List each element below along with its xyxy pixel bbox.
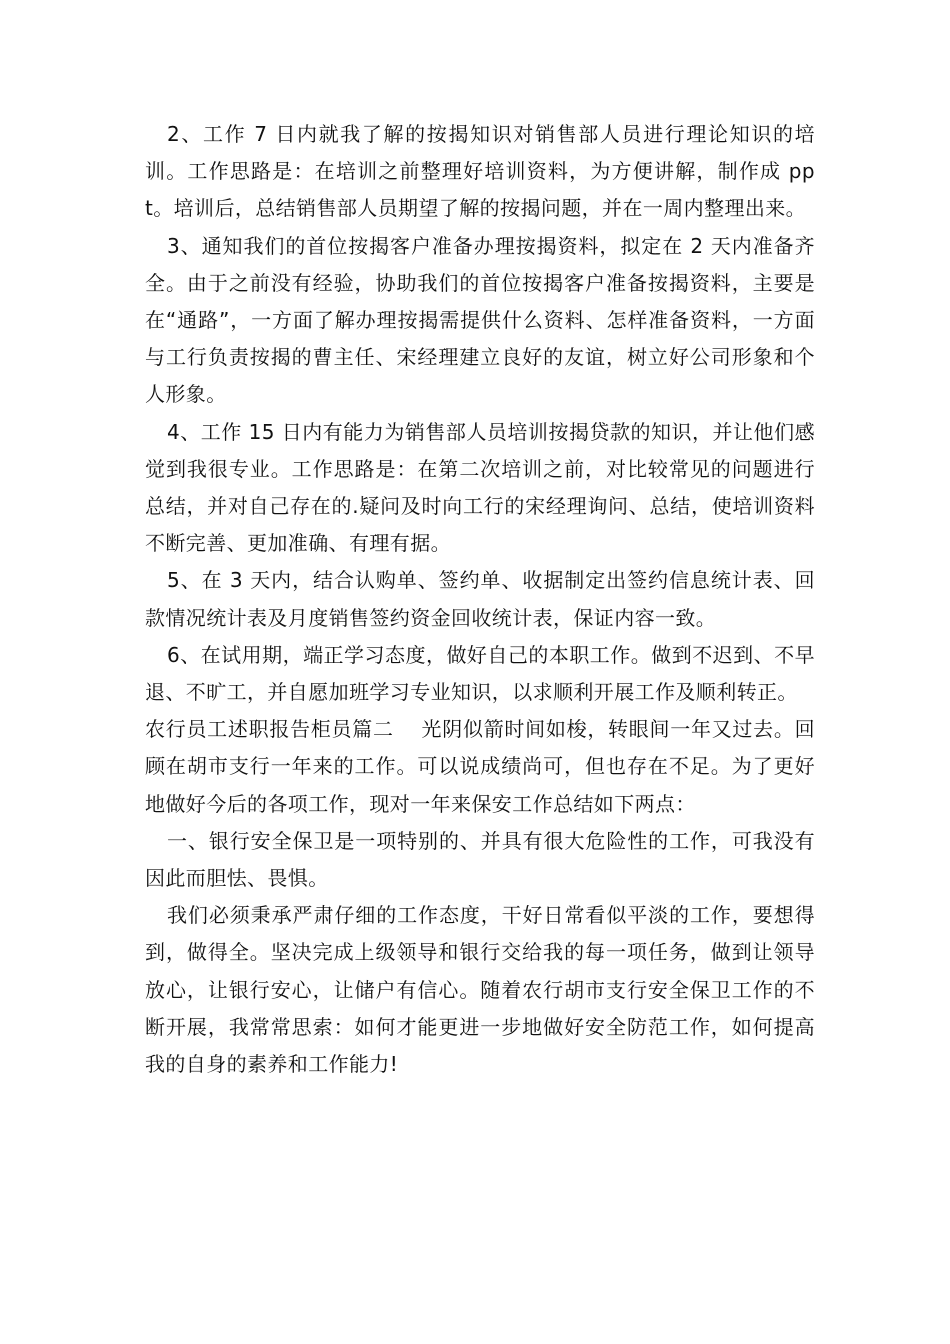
paragraph-item-5: 5、在 3 天内，结合认购单、签约单、收据制定出签约信息统计表、回款情况统计表及月度销售签约资金回收统计表，保证内容一致。 — [145, 568, 815, 630]
paragraph-item-4: 4、工作 15 日内有能力为销售部人员培训按揭贷款的知识，并让他们感觉到我很专业。工作思路是：在第二次培训之前，对比较常见的问题进行总结，并对自己存在的.疑问及时向工行的宋经理询问、总结，使培训资料不断完善、更加准确、有理有据。 — [145, 419, 815, 556]
paragraph-item-6: 6、在试用期，端正学习态度，做好自己的本职工作。做到不迟到、不早退、不旷工，并自愿加班学习专业知识，以求顺利开展工作及顺利转正。 — [145, 642, 815, 705]
section-heading-paragraph: 农行员工述职报告柜员篇二 光阴似箭时间如梭，转眼间一年又过去。回顾在胡市支行一年来的工作。可以说成绩尚可，但也存在不足。为了更好地做好今后的各项工作，现对一年来保安工作总结如下两点： — [145, 717, 815, 816]
paragraph-item-3: 3、通知我们的首位按揭客户准备办理按揭资料，拟定在 2 天内准备齐全。由于之前没有经验，协助我们的首位按揭客户准备按揭资料，主要是在“通路”，一方面了解办理按揭需提供什么资料、怎样准备资料，一方面与工行负责按揭的曹主任、宋经理建立良好的友谊，树立好公司形象和个人形象。 — [145, 233, 815, 407]
paragraph-point-one: 一、银行安全保卫是一项特别的、并具有很大危险性的工作，可我没有因此而胆怯、畏惧。 — [145, 828, 815, 891]
paragraph-body: 我们必须秉承严肃仔细的工作态度，干好日常看似平淡的工作，要想得到，做得全。坚决完成上级领导和银行交给我的每一项任务，做到让领导放心，让银行安心，让储户有信心。随着农行胡市支行安全保卫工作的不断开展，我常常思索：如何才能更进一步地做好安全防范工作，如何提高我的自身的素养和工作能力! — [145, 903, 815, 1077]
paragraph-item-2: 2、工作 7 日内就我了解的按揭知识对销售部人员进行理论知识的培训。工作思路是：在培训之前整理好培训资料，为方便讲解，制作成 ppt。培训后，总结销售部人员期望了解的按揭问题，并在一周内整理出来。 — [145, 122, 815, 221]
document-body — [145, 116, 815, 1083]
